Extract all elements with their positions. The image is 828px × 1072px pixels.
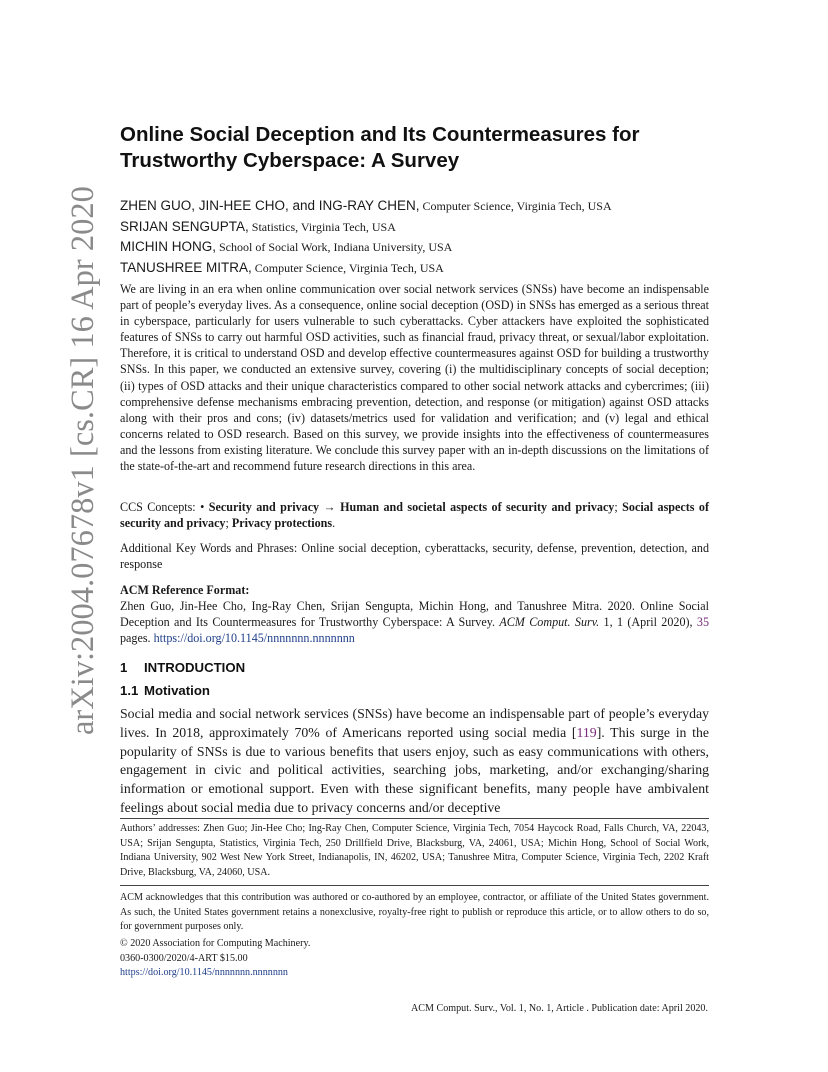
intro-text-part-1: Social media and social network services (SNSs) have become an indispensable part of people’s everyday lives. In 2018, approximately 70% of Americans reported using social media [ xyxy=(120,706,709,740)
running-footer: ACM Comput. Surv., Vol. 1, No. 1, Article . Publication date: April 2020. xyxy=(410,1003,708,1014)
intro-text-part-2: ]. This surge in the popularity of SNSs is due to various benefits that users enjoy, such as easy communications with others, engagement in civic and political activities, searching jobs, marketing, and/or exchanging/sharing information or emotional support. Even with these significant benefits, many people have ambivalent feelings about social media due to privacy concerns and/or deceptive xyxy=(120,724,710,815)
author-names: ZHEN GUO, JIN-HEE CHO, and ING-RAY CHEN, xyxy=(120,198,420,213)
paper-title-line-2: Trustworthy Cyberspace: A Survey xyxy=(120,149,460,172)
author-affiliation: Statistics, Virginia Tech, USA xyxy=(248,219,396,234)
ccs-end: . xyxy=(332,516,336,531)
subsection-heading-motivation xyxy=(120,683,210,698)
author-line-2 xyxy=(120,217,720,238)
acm-reference-heading: ACM Reference Format: xyxy=(120,583,250,597)
author-line-4 xyxy=(120,258,720,279)
introduction-paragraph xyxy=(120,705,709,818)
copyright-notice: © 2020 Association for Computing Machinery. xyxy=(120,938,311,949)
section-number: 1 xyxy=(120,660,128,675)
acm-reference-pages-label: pages. xyxy=(120,631,154,646)
ccs-label: CCS Concepts: • xyxy=(120,500,209,514)
footnote-divider xyxy=(120,818,709,819)
ccs-concept-1: Security and privacy → Human and societal aspects of security and privacy xyxy=(208,500,615,514)
arxiv-identifier-stamp: arXiv:2004.07678v1 [cs.CR] 16 Apr 2020 xyxy=(65,186,101,735)
author-affiliation: Computer Science, Virginia Tech, USA xyxy=(251,260,444,275)
author-affiliation: Computer Science, Virginia Tech, USA xyxy=(419,199,612,213)
author-affiliation: School of Social Work, Indiana University, USA xyxy=(216,240,453,254)
acm-reference-text xyxy=(120,598,709,646)
footnote-divider xyxy=(120,885,709,886)
subsection-number: 1.1 xyxy=(120,683,139,698)
acm-reference-volume: 1, 1 (April 2020), xyxy=(599,615,697,630)
paper-title-line-1: Online Social Deception and Its Countermeasures for xyxy=(120,123,640,146)
authors-addresses-footnote: Authors’ addresses: Zhen Guo; Jin-Hee Cho; Ing-Ray Chen, Computer Science, Virginia Tech, 7054 Haycock Road, Falls Church, VA, 22043, USA; Srijan Sengupta, Statistics, Virginia Tech, 250 Drillfield Drive, Blacksburg, VA, 24061, USA; Michin Hong, School of Social Work, Indiana University, 902 West New York Street, Indianapolis, IN, 46202, USA; Tanushree Mitra, Computer Science, Virginia Tech, 2202 Kraft Drive, Blacksburg, VA, 24060, USA. xyxy=(120,823,709,878)
acm-acknowledgement-footnote: ACM acknowledges that this contribution was authored or co-authored by an employee, contractor, or affiliate of the United States government. As such, the United States government retains a nonexclusive, royalty-free right to publish or reproduce this article, or to allow others to do so, for government purposes only. xyxy=(120,892,709,933)
acm-reference-doi-link[interactable]: https://doi.org/10.1145/nnnnnnn.nnnnnnn xyxy=(153,631,355,646)
ccs-concepts xyxy=(120,499,709,531)
citation-link[interactable]: 119 xyxy=(576,724,597,740)
acm-reference-format xyxy=(120,582,709,646)
author-names: MICHIN HONG, xyxy=(120,239,216,254)
author-line-3 xyxy=(120,237,720,258)
ccs-separator: ; xyxy=(225,516,232,531)
acm-reference-citation: Zhen Guo, Jin-Hee Cho, Ing-Ray Chen, Srijan Sengupta, Michin Hong, and Tanushree Mitra. 2020. Online Social Deception and Its Countermeasures for Trustworthy Cyberspace: A Survey. xyxy=(120,599,709,630)
ccs-concept-3: Privacy protections xyxy=(231,516,333,531)
acm-reference-pages-link[interactable]: 35 xyxy=(696,615,709,630)
acm-reference-journal: ACM Comput. Surv. xyxy=(499,615,600,630)
subsection-title: Motivation xyxy=(144,683,210,698)
section-heading-introduction xyxy=(120,660,245,675)
section-title: INTRODUCTION xyxy=(144,660,246,675)
issn-price: 0360-0300/2020/4-ART $15.00 xyxy=(120,953,248,964)
abstract: We are living in an era when online communication over social network services (SNSs) have become an indispensable part of people’s everyday lives. As a consequence, online social deception (OSD) in SNSs has emerged as a serious threat in cyberspace, particularly for users vulnerable to such cyberattacks. Cyber attackers have exploited the sophisticated features of SNSs to carry out harmful OSD activities, such as financial fraud, privacy threat, or sexual/labor exploitation. Therefore, it is critical to understand OSD and develop effective countermeasures against OSD for building a trustworthy SNSs. In this paper, we conducted an extensive survey, covering (i) the multidisciplinary concepts of social deception; (ii) types of OSD attacks and their unique characteristics compared to other social network attacks and cybercrimes; (iii) comprehensive defense mechanisms embracing prevention, detection, and response (or mitigation) against OSD attacks along with their pros and cons; (iv) datasets/metrics used for validation and verification; and (v) legal and ethical concerns related to OSD research. Based on this survey, we provide insights into the effectiveness of countermeasures and the lessons from existing literature. We conclude this survey paper with an in-depth discussions on the limitations of the state-of-the-art and recommend future research directions in this area. xyxy=(120,282,709,474)
ccs-concept-2: Social aspects of security and privacy xyxy=(120,500,709,531)
ccs-separator: ; xyxy=(614,500,623,514)
footer-doi-link[interactable]: https://doi.org/10.1145/nnnnnnn.nnnnnnn xyxy=(120,967,288,978)
author-line-1 xyxy=(120,196,720,217)
paper-title xyxy=(120,122,720,174)
author-block xyxy=(120,196,720,278)
author-names: TANUSHREE MITRA, xyxy=(120,259,252,275)
author-names: SRIJAN SENGUPTA, xyxy=(120,218,249,234)
keywords: Additional Key Words and Phrases: Online social deception, cyberattacks, security, defense, prevention, detection, and response xyxy=(120,541,709,572)
